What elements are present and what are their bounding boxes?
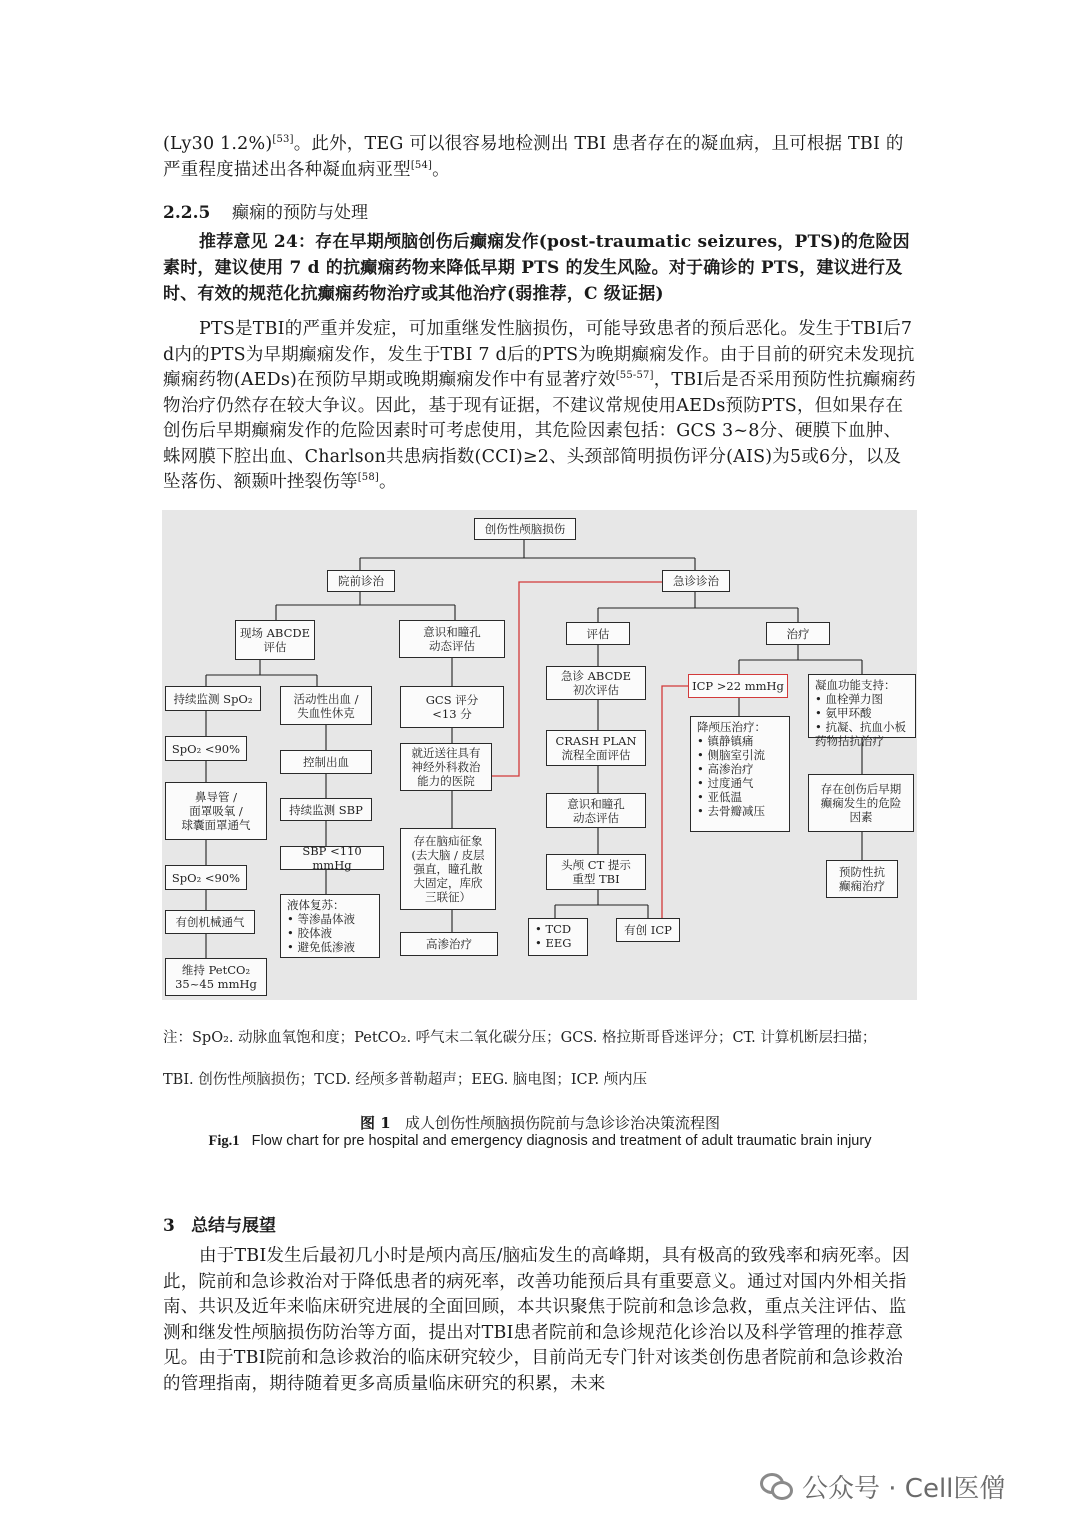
box-tcd-eeg: • TCD • EEG (528, 918, 588, 956)
figure-caption-en: Fig.1 Flow chart for pre hospital and emergency diagnosis and treatment of adult traumatic brain injury (208, 1133, 872, 1149)
box-consciousness: 意识和瞳孔 动态评估 (399, 620, 505, 658)
box-treatment: 治疗 (766, 622, 830, 645)
box-nearby-hospital: 就近送往具有 神经外科救治 能力的医院 (400, 743, 492, 791)
box-pts-risk: 存在创伤后早期 癫痫发生的危险 因素 (808, 774, 914, 832)
box-prophylactic: 预防性抗 癫痫治疗 (826, 860, 898, 898)
box-icp-lowering: 降颅压治疗： • 镇静镇痛 • 侧脑室引流 • 高渗治疗 • 过度通气 • 亚低温 • 去骨瓣减压 (690, 716, 790, 832)
box-prehospital: 院前诊治 (327, 570, 395, 592)
paragraph-pts: PTS是TBI的严重并发症，可加重继发性脑损伤，可能导致患者的预后恶化。发生于TBI后7 d内的PTS为早期癫痫发作，发生于TBI 7 d后的PTS为晚期癫痫发作。由于目前的研究未发现抗癫痫药物(AEDs)在预防早期或晚期癫痫发作中有显著疗效[55-57]，TBI后是否采用预防性抗癫痫药物治疗仍然存在较大争议。因此，基于现有证据，不建议常规使用AEDs预防PTS，但如果存在创伤后早期癫痫发作的危险因素时可考虑使用，其危险因素包括：GCS 3~8分、硬膜下血肿、蛛网膜下腔出血、Charlson共患病指数(CCI)≥2、头颈部简明损伤评分(AIS)为5或6分，以及坠落伤、额颞叶挫裂伤等[58]。 (163, 319, 916, 492)
box-gcs: GCS 评分 <13 分 (400, 686, 504, 728)
box-icp-gt22: ICP >22 mmHg (688, 674, 788, 698)
figure-caption-cn: 图 1 成人创伤性颅脑损伤院前与急诊诊治决策流程图 (360, 1114, 720, 1132)
box-assessment: 评估 (566, 622, 630, 645)
section-heading-3: 3 总结与展望 (163, 1216, 277, 1236)
box-sbp-lt110: SBP <110 mmHg (280, 846, 384, 870)
box-scene-abcde: 现场 ABCDE 评估 (235, 620, 315, 660)
box-invasive-icp: 有创 ICP (616, 918, 680, 942)
box-emergency: 急诊诊治 (662, 570, 730, 592)
box-monitor-spo2: 持续监测 SpO₂ (165, 686, 261, 711)
box-ct: 头颅 CT 提示 重型 TBI (546, 854, 646, 890)
wechat-icon (760, 1473, 794, 1501)
watermark: 公众号 · Cell医僧 (760, 1468, 1005, 1505)
box-petco2: 维持 PetCO₂ 35~45 mmHg (165, 958, 267, 996)
section-heading-225: 2.2.5 癫痫的预防与处理 (163, 203, 368, 223)
figure-note-line2: TBI. 创伤性颅脑损伤；TCD. 经颅多普勒超声；EEG. 脑电图；ICP. 颅内压 (163, 1072, 648, 1088)
box-spo2-lt90-b: SpO₂ <90% (165, 865, 247, 890)
recommendation-24: 推荐意见 24：存在早期颅脑创伤后癫痫发作(post-traumatic seizures，PTS)的危险因素时，建议使用 7 d 的抗癫痫药物来降低早期 PTS 的发生风险。对于确诊的 PTS，建议进行及时、有效的规范化抗癫痫药物治疗或其他治疗(弱推荐，C 级证据) (163, 232, 910, 304)
box-fluid: 液体复苏： • 等渗晶体液 • 胶体液 • 避免低渗液 (280, 894, 380, 958)
box-coag: 凝血功能支持： • 血栓弹力图 • 氨甲环酸 • 抗凝、抗血小板 药物拮抗治疗 (808, 674, 916, 738)
box-spo2-lt90-a: SpO₂ <90% (165, 736, 247, 761)
box-crash-plan: CRASH PLAN 流程全面评估 (546, 730, 646, 766)
box-monitor-sbp: 持续监测 SBP (280, 798, 372, 821)
box-invasive-vent: 有创机械通气 (165, 910, 255, 934)
paragraph-top: (Ly30 1.2%)[53]。此外，TEG 可以很容易地检测出 TBI 患者存在的凝血病，且可根据 TBI 的严重程度描述出各种凝血病亚型[54]。 (163, 134, 904, 180)
box-control-bleeding: 控制出血 (280, 750, 372, 774)
box-er-consciousness: 意识和瞳孔 动态评估 (546, 793, 646, 828)
box-airway: 鼻导管 / 面罩吸氧 / 球囊面罩通气 (165, 782, 267, 840)
box-root: 创伤性颅脑损伤 (474, 518, 576, 540)
box-er-abcde: 急诊 ABCDE 初次评估 (546, 666, 646, 700)
flowchart-figure (162, 510, 917, 1000)
box-hyperosmolar: 高渗治疗 (400, 932, 498, 956)
paragraph-summary: 由于TBI发生后最初几小时是颅内高压/脑疝发生的高峰期，具有极高的致残率和病死率。因此，院前和急诊救治对于降低患者的病死率，改善功能预后具有重要意义。通过对国内外相关指南、共识及近年来临床研究进展的全面回顾，本共识聚焦于院前和急诊急救，重点关注评估、监测和继发性颅脑损伤防治等方面，提出对TBI患者院前和急诊规范化诊治以及科学管理的推荐意见。由于TBI院前和急诊救治的临床研究较少，目前尚无专门针对该类创伤患者院前和急诊救治的管理指南，期待随着更多高质量临床研究的积累，未来 (163, 1246, 910, 1394)
box-bleeding: 活动性出血 / 失血性休克 (280, 686, 372, 725)
figure-note-line1: 注：SpO₂. 动脉血氧饱和度；PetCO₂. 呼气末二氧化碳分压；GCS. 格拉斯哥昏迷评分；CT. 计算机断层扫描； (163, 1030, 877, 1046)
box-herniation: 存在脑疝征象 (去大脑 / 皮层 强直，瞳孔散 大固定，库欣 三联征） (400, 828, 496, 910)
